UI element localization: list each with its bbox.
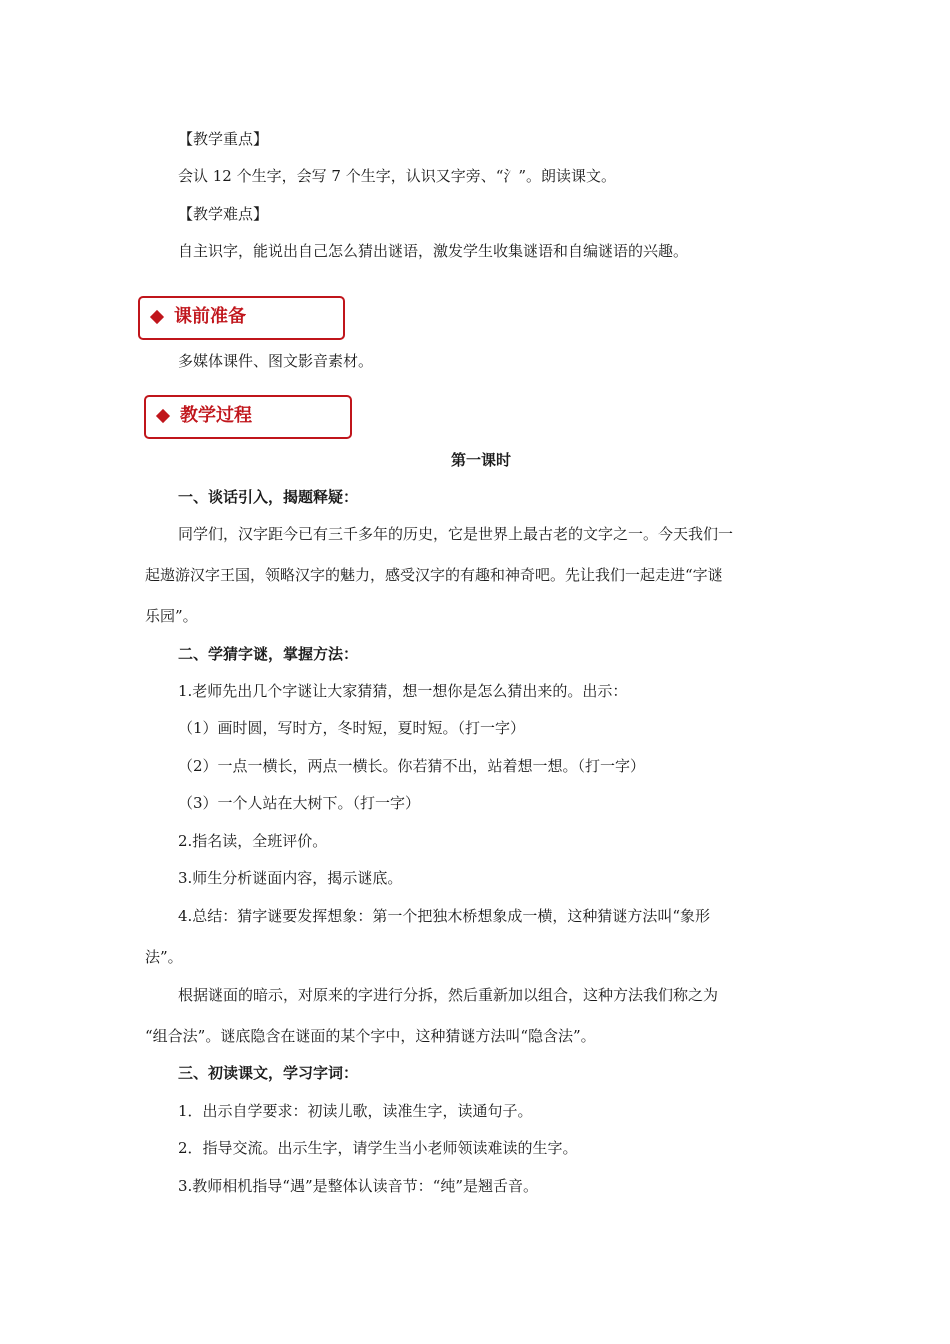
- section-three-heading: 三、初读课文，学习字词：: [178, 1064, 359, 1082]
- difficulty-text: 自主识字，能说出自己怎么猜出谜语，激发学生收集谜语和自编谜语的兴趣。: [178, 242, 689, 260]
- riddle-3: （3）一个人站在大树下。（打一字）: [178, 794, 421, 812]
- section-two-para-line-1: 根据谜面的暗示，对原来的字进行分拆，然后重新加以组合，这种方法我们称之为: [178, 986, 719, 1004]
- riddle-2: （2）一点一横长，两点一横长。你若猜不出，站着想一想。（打一字）: [178, 757, 646, 775]
- section-two-item-4-line-1: 4.总结：猜字谜要发挥想象：第一个把独木桥想象成一横，这种猜谜方法叫“象形: [178, 907, 710, 925]
- prep-section-banner: [138, 296, 345, 340]
- section-two-item-2: 2.指名读，全班评价。: [178, 832, 328, 850]
- diamond-bullet-icon: [156, 409, 170, 423]
- diamond-bullet-icon: [150, 310, 164, 324]
- section-three-item-1: 1．出示自学要求：初读儿歌，读准生字，读通句子。: [178, 1102, 533, 1120]
- prep-text: 多媒体课件、图文影音素材。: [178, 352, 374, 370]
- difficulty-heading: 【教学难点】: [178, 205, 269, 223]
- riddle-1: （1）画时圆，写时方，冬时短，夏时短。（打一字）: [178, 719, 526, 737]
- focus-text: 会认 12 个生字，会写 7 个生字，认识又字旁、“氵”。朗读课文。: [178, 167, 617, 185]
- section-three-item-2: 2．指导交流。出示生字，请学生当小老师领读难读的生字。: [178, 1139, 578, 1157]
- process-section-banner: [144, 395, 352, 439]
- section-two-para-line-2: “组合法”。谜底隐含在谜面的某个字中，这种猜谜方法叫“隐含法”。: [145, 1027, 596, 1045]
- section-two-item-4-line-2: 法”。: [145, 948, 183, 966]
- section-two-item-3: 3.师生分析谜面内容，揭示谜底。: [178, 869, 403, 887]
- section-two-item-1: 1.老师先出几个字谜让大家猜猜，想一想你是怎么猜出来的。出示：: [178, 682, 628, 700]
- section-one-line-2: 起遨游汉字王国，领略汉字的魅力，感受汉字的有趣和神奇吧。先让我们一起走进“字谜: [145, 566, 723, 584]
- section-two-heading: 二、学猜字谜，掌握方法：: [178, 645, 359, 663]
- prep-section-title: 课前准备: [174, 306, 246, 327]
- section-one-heading: 一、谈话引入，揭题释疑：: [178, 488, 359, 506]
- section-one-line-3: 乐园”。: [145, 607, 198, 625]
- section-one-line-1: 同学们，汉字距今已有三千多年的历史，它是世界上最古老的文字之一。今天我们一: [178, 525, 734, 543]
- focus-heading: 【教学重点】: [178, 130, 269, 148]
- lesson-title: 第一课时: [450, 451, 511, 469]
- process-section-title: 教学过程: [180, 405, 252, 426]
- section-three-item-3: 3.教师相机指导“遇”是整体认读音节：“纯”是翘舌音。: [178, 1177, 538, 1195]
